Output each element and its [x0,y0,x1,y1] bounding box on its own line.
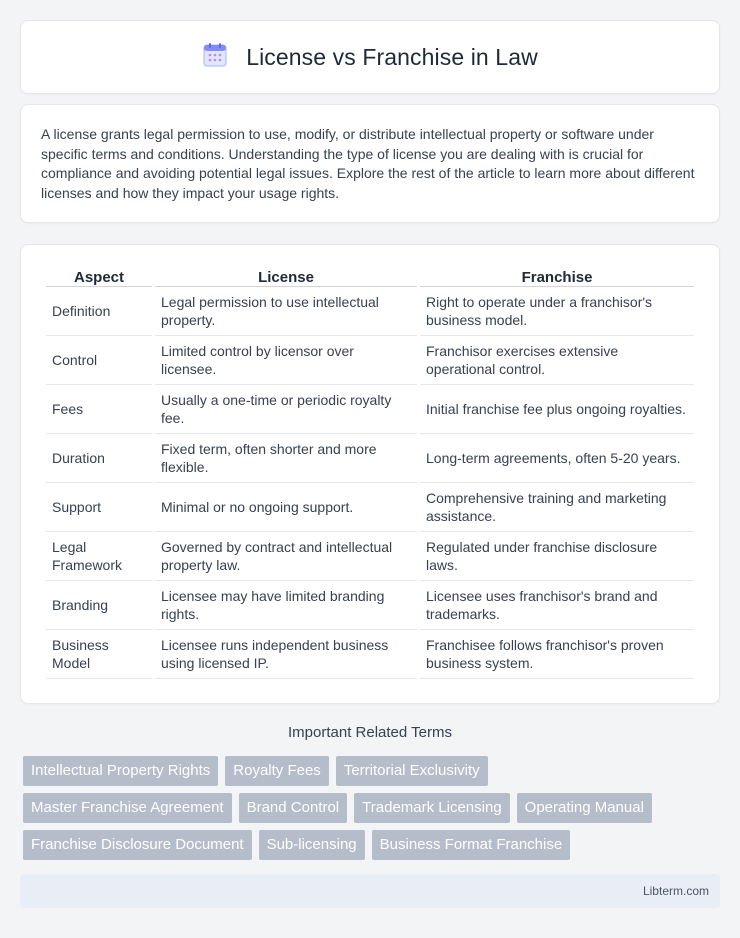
column-header-franchise: Franchise [420,265,694,287]
table-header-row [46,265,694,287]
related-term-tag[interactable]: Intellectual Property Rights [23,756,218,786]
franchise-cell: Franchisee follows franchisor's proven business system. [420,630,694,679]
table-row [46,630,694,679]
related-term-tag[interactable]: Master Franchise Agreement [23,793,232,823]
franchise-cell: Initial franchise fee plus ongoing royalties. [420,385,694,434]
related-term-tag[interactable]: Operating Manual [517,793,652,823]
franchise-cell: Comprehensive training and marketing assistance. [420,483,694,532]
license-cell: Licensee runs independent business using licensed IP. [155,630,417,679]
franchise-cell: Licensee uses franchisor's brand and trademarks. [420,581,694,630]
column-header-aspect: Aspect [46,265,152,287]
footer [20,874,720,908]
tag-row [23,756,723,786]
license-cell: Licensee may have limited branding rights. [155,581,417,630]
intro-text: A license grants legal permission to use, modify, or distribute intellectual property or software under specific terms and conditions. Understanding the type of license you are dealing with is crucial for compliance and avoiding potential legal issues. Explore the rest of the article to learn more about different licenses and how they impact your usage rights. [41,126,695,201]
aspect-cell: Support [46,483,152,532]
table-row [46,532,694,581]
aspect-cell: Duration [46,434,152,483]
aspect-cell: Branding [46,581,152,630]
table-row [46,581,694,630]
related-terms-title: Important Related Terms [288,724,452,741]
table-row [46,483,694,532]
calendar-icon [202,42,228,73]
aspect-cell: Definition [46,287,152,336]
aspect-cell: Business Model [46,630,152,679]
franchise-cell: Long-term agreements, often 5-20 years. [420,434,694,483]
related-terms-list [23,756,723,867]
aspect-cell: Fees [46,385,152,434]
comparison-table [43,265,697,679]
table-row [46,287,694,336]
tag-row [23,830,723,860]
license-cell: Minimal or no ongoing support. [155,483,417,532]
table-row [46,336,694,385]
aspect-cell: Legal Framework [46,532,152,581]
page-title: License vs Franchise in Law [246,43,538,70]
related-term-tag[interactable]: Business Format Franchise [372,830,571,860]
franchise-cell: Regulated under franchise disclosure laws. [420,532,694,581]
related-term-tag[interactable]: Brand Control [239,793,348,823]
franchise-cell: Right to operate under a franchisor's business model. [420,287,694,336]
license-cell: Governed by contract and intellectual property law. [155,532,417,581]
license-cell: Fixed term, often shorter and more flexible. [155,434,417,483]
header-card [20,20,720,94]
intro-card [20,104,720,223]
table-row [46,434,694,483]
aspect-cell: Control [46,336,152,385]
related-term-tag[interactable]: Trademark Licensing [354,793,510,823]
footer-site-link[interactable]: Libterm.com [642,884,709,898]
related-term-tag[interactable]: Territorial Exclusivity [336,756,488,786]
comparison-table-card [20,244,720,704]
table-row [46,385,694,434]
column-header-license: License [155,265,417,287]
license-cell: Limited control by licensor over licensee. [155,336,417,385]
related-term-tag[interactable]: Franchise Disclosure Document [23,830,252,860]
tag-row [23,793,723,823]
related-term-tag[interactable]: Sub-licensing [259,830,365,860]
franchise-cell: Franchisor exercises extensive operational control. [420,336,694,385]
related-term-tag[interactable]: Royalty Fees [225,756,329,786]
license-cell: Usually a one-time or periodic royalty fee. [155,385,417,434]
license-cell: Legal permission to use intellectual property. [155,287,417,336]
